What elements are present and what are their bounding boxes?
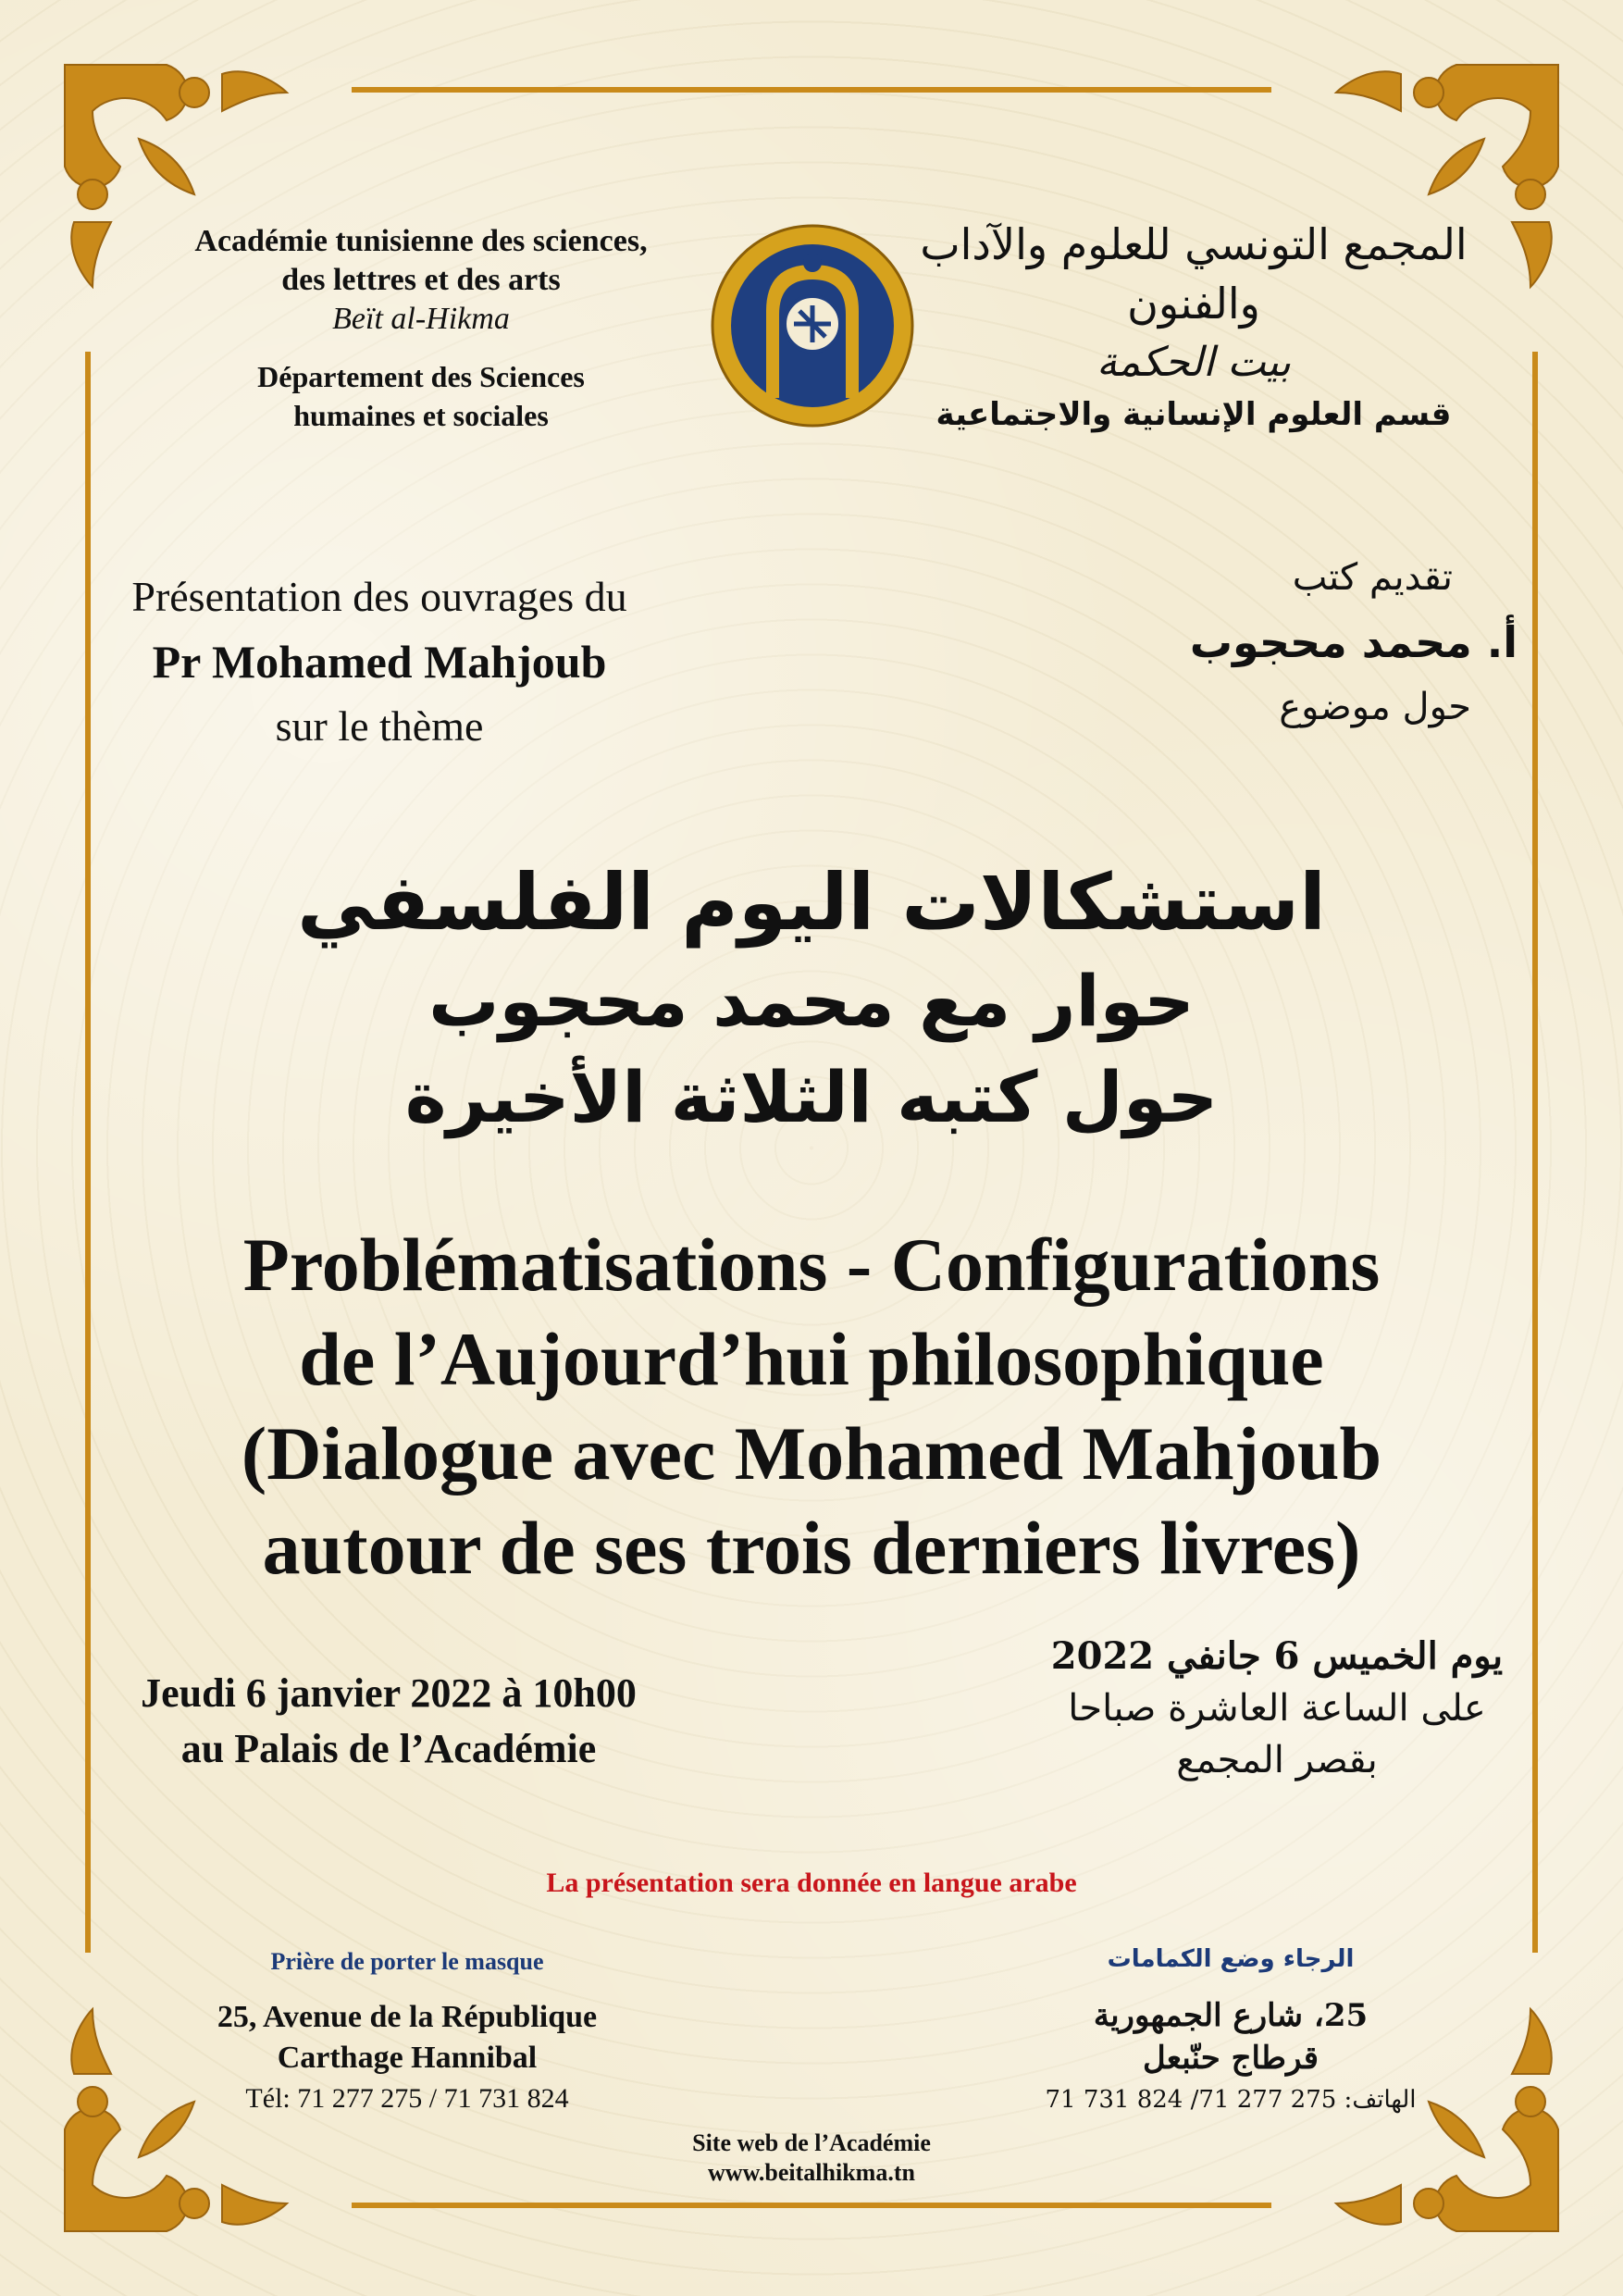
address-ar-line2: قرطاج حنّبعل <box>1143 2040 1319 2077</box>
address-ar-phone: الهاتف: 275 277 71/ 824 731 71 <box>1045 2086 1417 2114</box>
intro-fr-block <box>83 565 675 759</box>
address-fr-phone: Tél: 71 277 275 / 71 731 824 <box>245 2083 569 2114</box>
title-ar-block <box>139 851 1484 1146</box>
address-fr-line1: 25, Avenue de la République <box>217 2000 598 2034</box>
header-fr-line2: des lettres et des arts <box>281 263 561 297</box>
address-ar-line1: 25، شارع الجمهورية <box>1093 1997 1369 2034</box>
event-ar-block <box>1018 1631 1536 1786</box>
header-fr-line1: Académie tunisienne des sciences, <box>194 224 648 258</box>
mask-notice-ar: الرجاء وضع الكمامات <box>1107 1945 1355 1973</box>
website-label: Site web de l’Académie <box>692 2129 931 2156</box>
header-fr-dept-line1: Département des Sciences <box>257 360 585 393</box>
intro-fr-line1: Présentation des ouvrages du <box>131 573 627 620</box>
event-fr-block <box>83 1666 694 1777</box>
event-ar-date: يوم الخميس 6 جانفي 2022 <box>1050 1634 1504 1678</box>
intro-ar-line3: حول موضوع <box>1279 686 1471 728</box>
mask-notice-fr: Prière de porter le masque <box>270 1948 544 1975</box>
title-ar-line3: حول كتبه الثلاثة الأخيرة <box>404 1056 1219 1138</box>
frame-top-line <box>352 87 1271 93</box>
intro-ar-line2: أ. محمد محجوب <box>1189 617 1518 667</box>
website-block <box>574 2128 1049 2188</box>
title-ar-line1: استشكالات اليوم الفلسفي <box>297 857 1326 948</box>
event-ar-place: بقصر المجمع <box>1176 1739 1378 1781</box>
intro-fr-line2: Pr Mohamed Mahjoub <box>152 636 607 688</box>
title-fr-line3: (Dialogue avec Mohamed Mahjoub <box>241 1411 1382 1496</box>
header-fr-line3: Beït al-Hikma <box>332 302 510 336</box>
title-fr-block <box>111 1218 1512 1595</box>
intro-ar-line1: تقديم كتب <box>1292 556 1453 599</box>
event-ar-time: على الساعة العاشرة صباحا <box>1068 1687 1486 1730</box>
address-ar-block <box>999 1994 1462 2120</box>
title-ar-line2: حوار مع محمد محجوب <box>428 960 1195 1042</box>
event-fr-place: au Palais de l’Académie <box>180 1726 597 1771</box>
title-fr-line4: autour de ses trois derniers livres) <box>262 1506 1361 1590</box>
website-url[interactable]: www.beitalhikma.tn <box>708 2159 915 2186</box>
header-ar-block <box>916 215 1471 437</box>
title-fr-line2: de l’Aujourd’hui philosophique <box>299 1317 1324 1401</box>
intro-ar-block <box>1110 546 1518 738</box>
title-fr-line1: Problématisations - Configurations <box>242 1222 1381 1307</box>
header-fr-block <box>139 222 703 435</box>
language-notice: La présentation sera donnée en langue arabe <box>546 1868 1077 1898</box>
address-fr-block <box>167 1997 648 2119</box>
frame-bottom-line <box>352 2203 1271 2208</box>
address-fr-line2: Carthage Hannibal <box>277 2041 538 2075</box>
header-ar-line2: بيت الحكمة <box>1096 339 1292 386</box>
academy-seal-logo <box>709 222 916 429</box>
header-fr-dept-line2: humaines et sociales <box>293 399 549 432</box>
header-ar-dept: قسم العلوم الإنسانية والاجتماعية <box>935 396 1452 433</box>
event-fr-date: Jeudi 6 janvier 2022 à 10h00 <box>141 1670 637 1716</box>
header-ar-line1: المجمع التونسي للعلوم والآداب والفنون <box>920 219 1468 329</box>
intro-fr-line3: sur le thème <box>275 702 484 750</box>
